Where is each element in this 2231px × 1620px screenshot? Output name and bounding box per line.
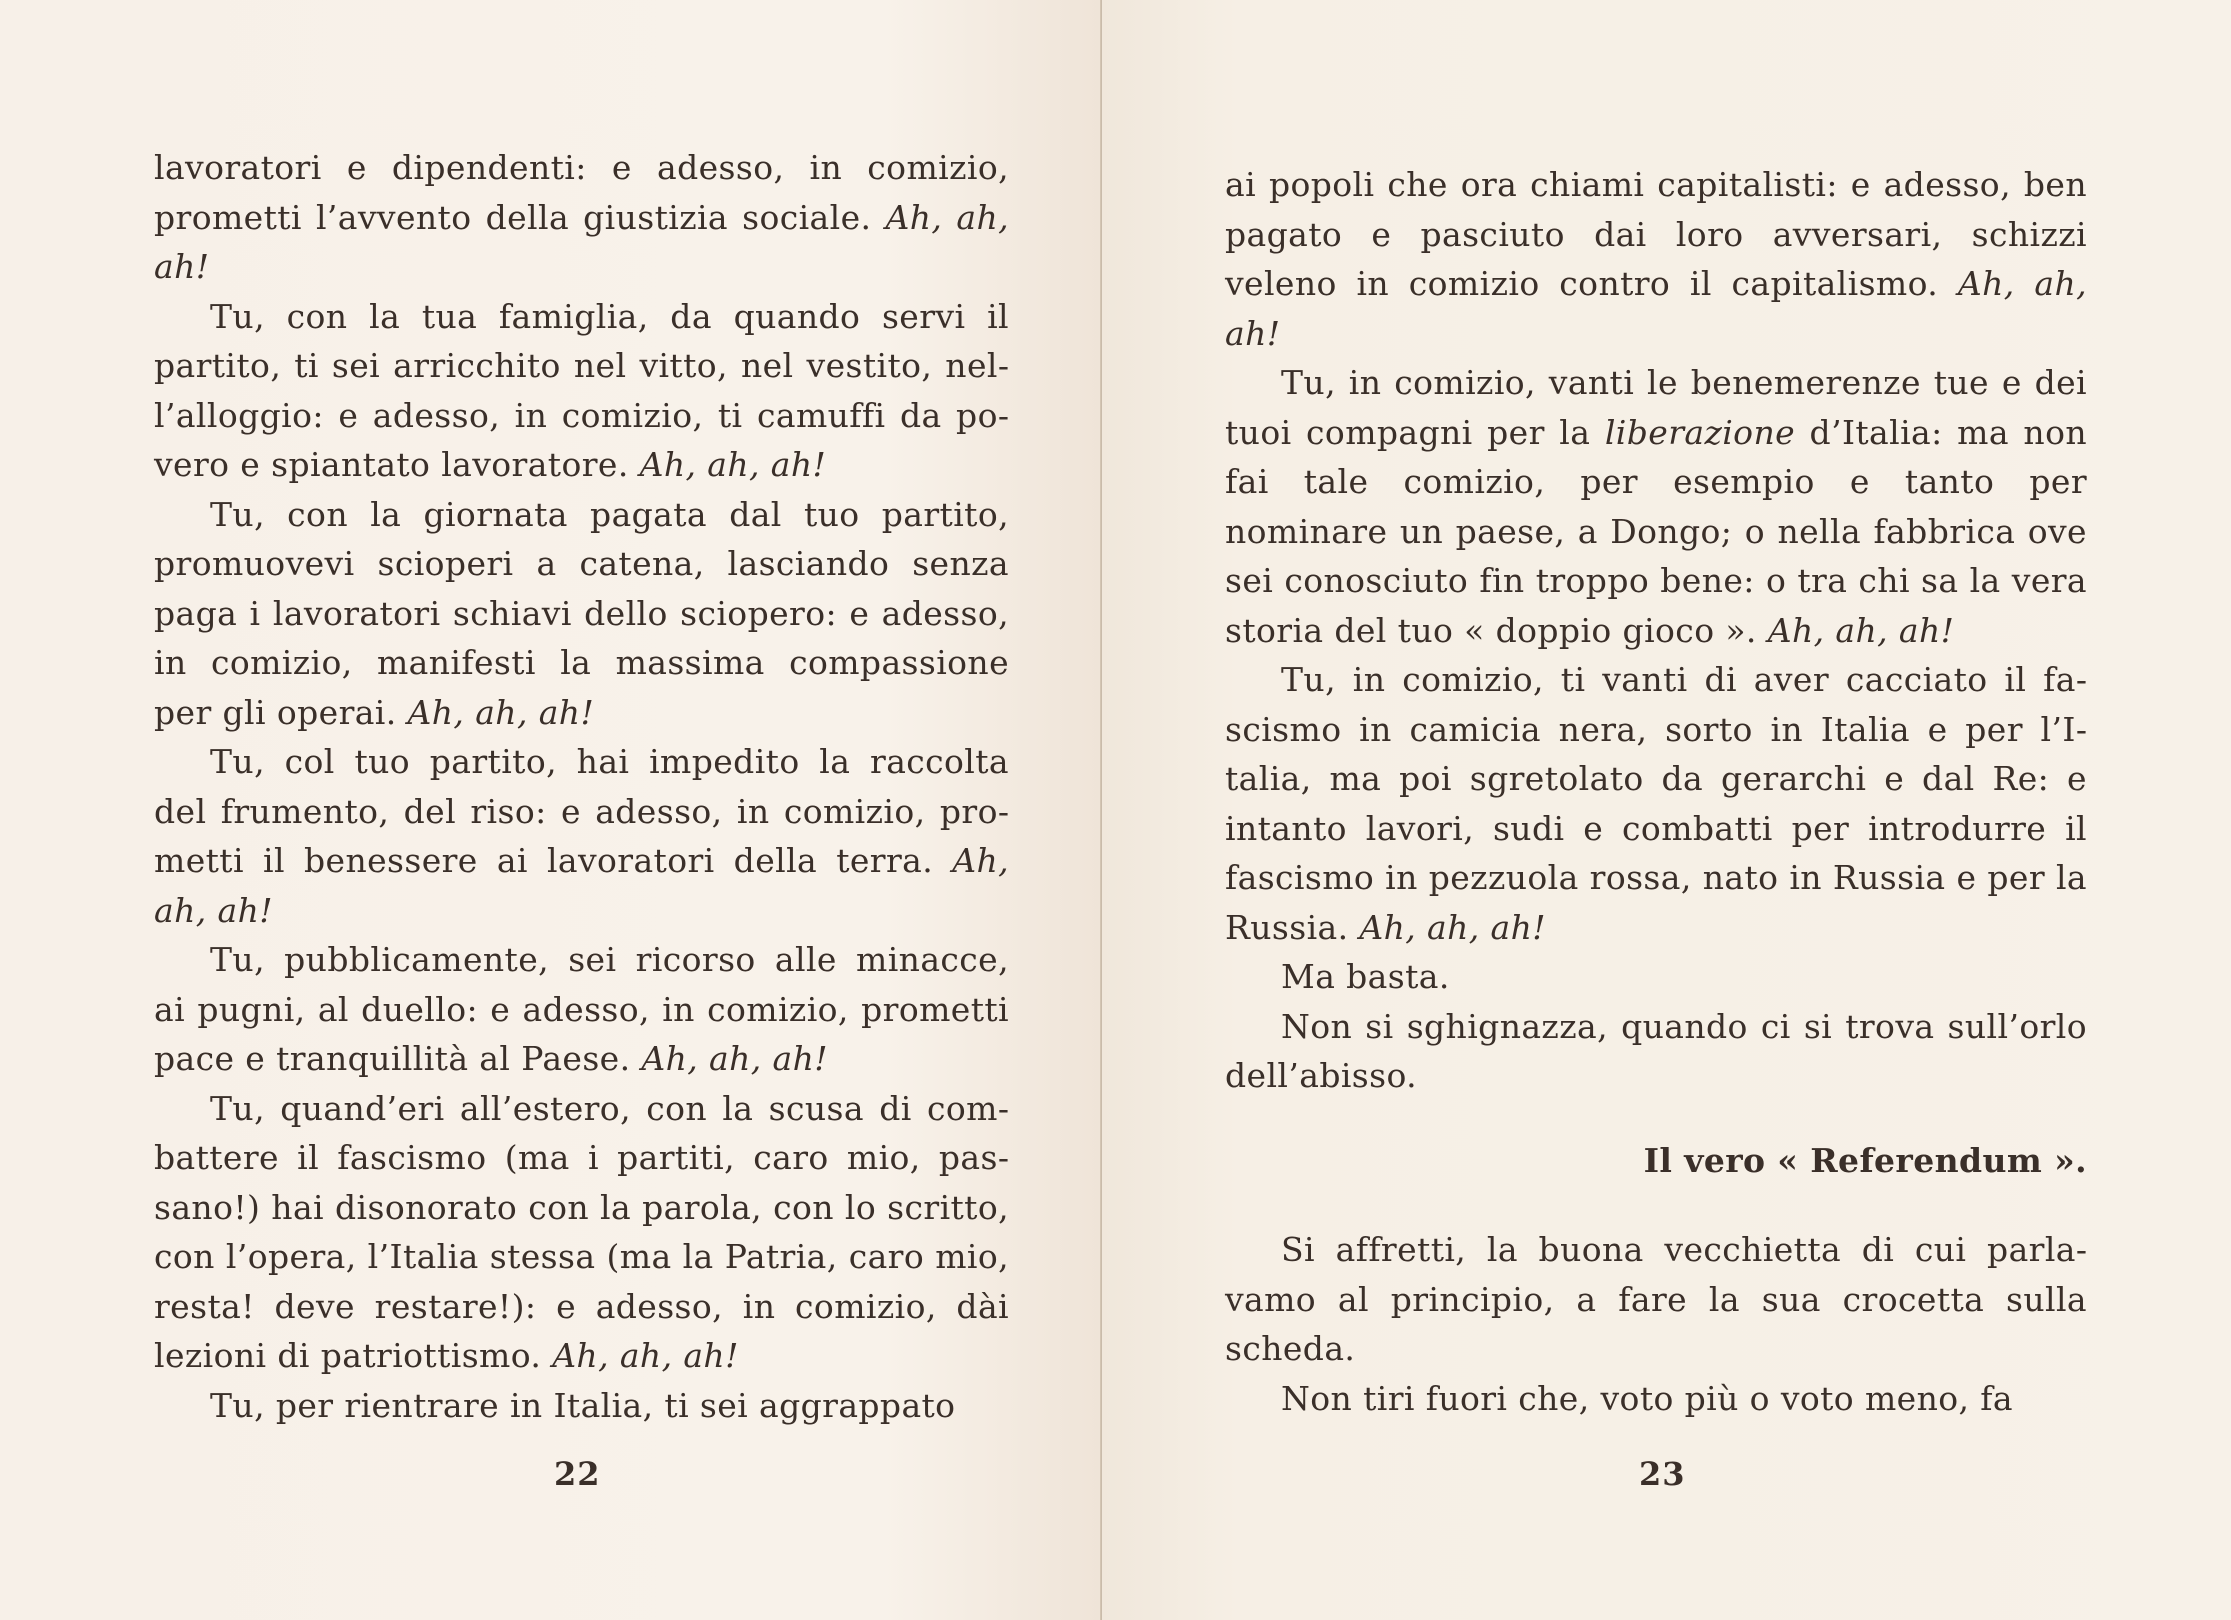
paragraph-text: d’Italia: ma non fai tale comizio, per esempio e tanto per nominare un paese, a Dongo; o nella fabbrica ove sei conosciuto fin troppo bene: o tra chi sa la vera storia del tuo « doppio gioco ». xyxy=(1225,412,2087,650)
paragraph-text: Tu, in comizio, ti vanti di aver cacciato il fascismo in camicia nera, sorto in Italia e per l’Italia, ma poi sgretolato da gerarchi e dal Re: e intanto lavori, sudi e combatti per introdurre il fascismo in pezzuola rossa, nato in Russia e per la Russia. xyxy=(1225,660,2087,947)
paragraph-italic: Ah, ah, ah! xyxy=(641,1039,828,1078)
paragraph xyxy=(154,737,1009,935)
paragraph xyxy=(1225,358,2087,655)
paragraph-text: Ma basta. xyxy=(1281,957,1450,996)
page-number: 22 xyxy=(554,1455,601,1493)
paragraph-text: Tu, pubblicamente, sei ricorso alle minacce, ai pugni, al duello: e adesso, in comizio, prometti pace e tranquillità al Paese. xyxy=(154,940,1009,1078)
paragraph xyxy=(1225,1374,2087,1424)
paragraph xyxy=(154,935,1009,1084)
paragraph-text: Tu, con la giornata pagata dal tuo partito, promuovevi scioperi a catena, lasciando senza paga i lavoratori schiavi dello sciopero: e adesso, in comizio, manifesti la massima compassione per gli operai. xyxy=(154,494,1009,732)
paragraph xyxy=(154,1084,1009,1381)
paragraph-text: ai popoli che ora chiami capitalisti: e adesso, ben pagato e pasciuto dai loro avversari, schizzi veleno in comizio contro il capitalismo. xyxy=(1225,165,2087,303)
paragraph xyxy=(1225,952,2087,1002)
paragraph-italic: Ah, ah, ah! xyxy=(154,197,1009,286)
paragraph-italic: Ah, ah, ah! xyxy=(552,1336,739,1375)
paragraph-text: Non tiri fuori che, voto più o voto meno, fa xyxy=(1281,1378,2013,1418)
paragraph xyxy=(1225,1225,2087,1374)
paragraph-italic: Ah, ah, ah! xyxy=(1225,264,2087,353)
page-number: 23 xyxy=(1639,1455,1686,1493)
paragraph-text: Tu, col tuo partito, hai impedito la raccolta del frumento, del riso: e adesso, in comizio, prometti il benessere ai lavoratori della terra. xyxy=(154,742,1009,880)
paragraph-text: Tu, per rientrare in Italia, ti sei aggrappato xyxy=(210,1385,956,1425)
paragraph-italic: Ah, ah, ah! xyxy=(1767,610,1955,650)
paragraph xyxy=(154,490,1009,738)
section-heading: Il vero « Referendum ». xyxy=(1643,1140,2087,1180)
paragraph-italic: Ah, ah, ah! xyxy=(407,692,595,732)
paragraph-text: Tu, in comizio, vanti le benemerenze tue e dei tuoi compagni per la xyxy=(1225,363,2087,452)
paragraph xyxy=(154,292,1009,490)
right-page xyxy=(1102,0,2231,1620)
paragraph xyxy=(1225,655,2087,952)
paragraph xyxy=(154,1381,1009,1431)
paragraph-text: Tu, con la tua famiglia, da quando servi il partito, ti sei arricchito nel vitto, nel vestito, nell’alloggio: e adesso, in comizio, ti camuffi da povero e spiantato lavoratore. xyxy=(154,296,1009,484)
paragraph-text: lavoratori e dipendenti: e adesso, in comizio, prometti l’avvento della giustizia sociale. xyxy=(154,148,1009,237)
paragraph-text: Tu, quand’eri all’estero, con la scusa di combattere il fascismo (ma i partiti, caro mio, passano!) hai disonorato con la parola, con lo scritto, con l’opera, l’Italia stessa (ma la Patria, caro mio, resta! deve restare!): e adesso, in comizio, dài lezioni di patriottismo. xyxy=(154,1088,1009,1375)
paragraph xyxy=(154,143,1009,292)
paragraph-italic: liberazione xyxy=(1604,412,1796,452)
left-page xyxy=(0,0,1102,1620)
paragraph-text: Non si sghignazza, quando ci si trova sull’orlo dell’abisso. xyxy=(1225,1006,2087,1095)
paragraph-italic: Ah, ah, ah! xyxy=(154,841,1009,930)
right-page-text xyxy=(1225,160,2087,1423)
left-page-text xyxy=(154,143,1009,1430)
paragraph-italic: Ah, ah, ah! xyxy=(1359,907,1546,947)
paragraph-text: Si affretti, la buona vecchietta di cui parlavamo al principio, a fare la sua crocetta sulla scheda. xyxy=(1225,1230,2087,1368)
paragraph xyxy=(1225,1002,2087,1101)
paragraph-italic: Ah, ah, ah! xyxy=(639,445,827,484)
paragraph xyxy=(1225,160,2087,358)
